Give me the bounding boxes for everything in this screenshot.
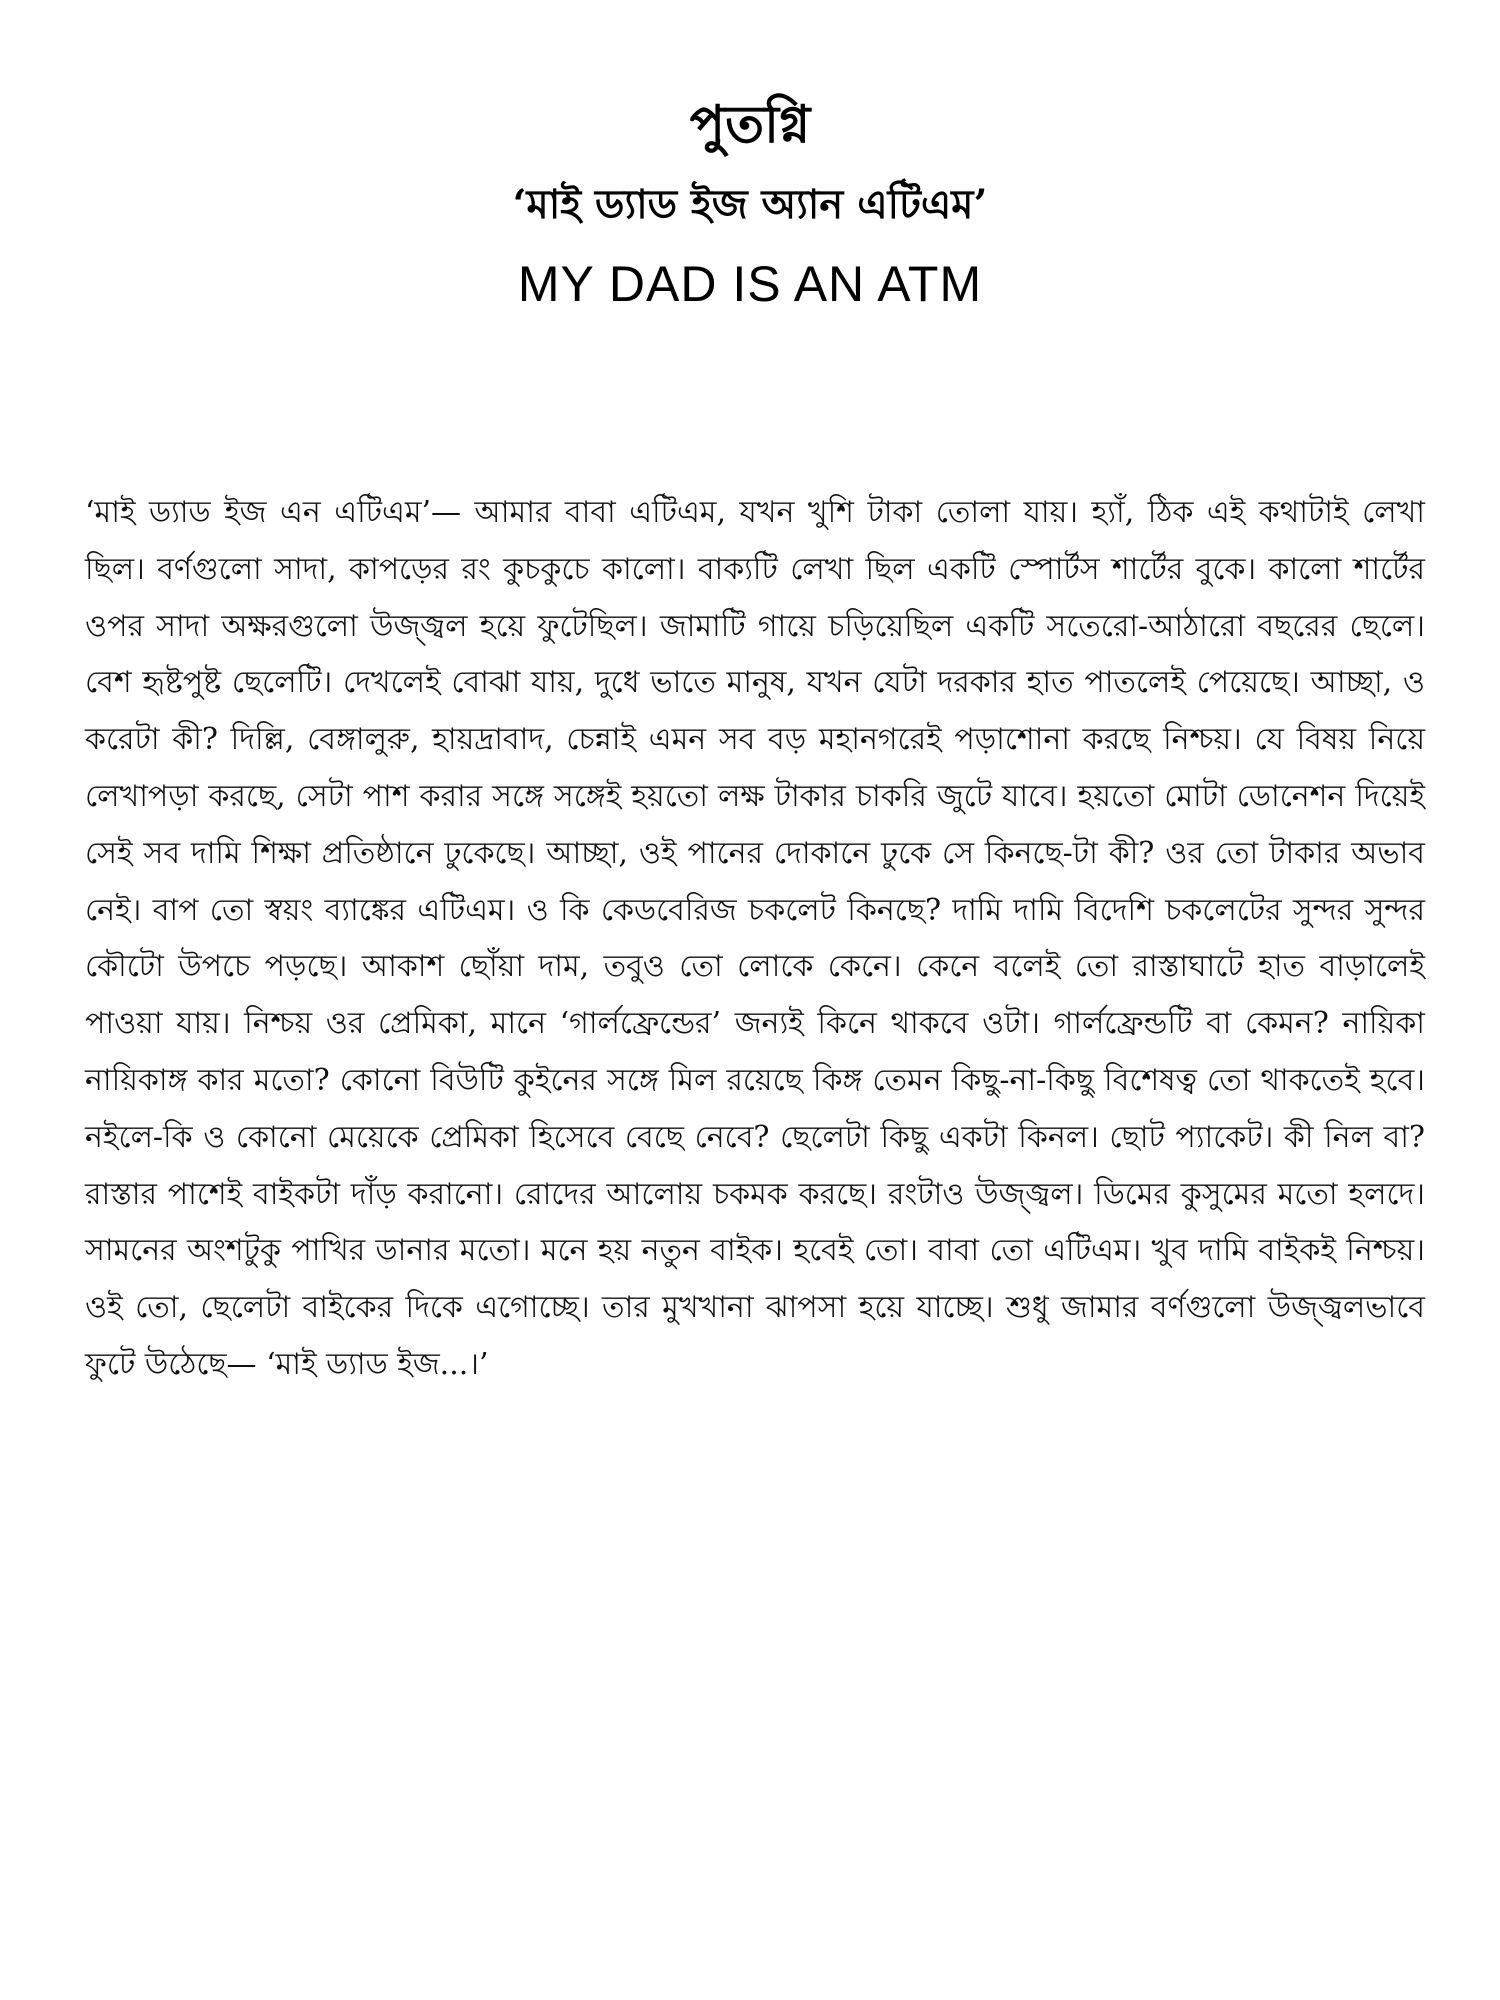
author-name: পুতগ্নি — [689, 94, 811, 155]
story-title-bengali: ‘মাই ড্যাড ইজ অ্যান এটিএম’ — [512, 181, 988, 228]
story-header — [0, 85, 1500, 323]
story-paragraph: ‘মাই ড্যাড ইজ এন এটিএম’— আমার বাবা এটিএম, যখন খুশি টাকা তোলা যায়। হ্যাঁ, ঠিক এই কথাটাই লেখা ছিল। বর্ণগুলো সাদা, কাপড়ের রং কুচকুচে কালো। বাক্যটি লেখা ছিল একটি স্পোর্টস শার্টের বুকে। কালো শার্টের ওপর সাদা অক্ষরগুলো উজ্জ্বল হয়ে ফুটেছিল। জামাটি গায়ে চড়িয়েছিল একটি সতেরো-আঠারো বছরের ছেলে। বেশ হৃষ্টপুষ্ট ছেলেটি। দেখলেই বোঝা যায়, দুধে ভাতে মানুষ, যখন যেটা দরকার হাত পাতলেই পেয়েছে। আচ্ছা, ও করেটা কী? দিল্লি, বেঙ্গালুরু, হায়দ্রাবাদ, চেন্নাই এমন সব বড় মহানগরেই পড়াশোনা করছে নিশ্চয়। যে বিষয় নিয়ে লেখাপড়া করছে, সেটা পাশ করার সঙ্গে সঙ্গেই হয়তো লক্ষ টাকার চাকরি জুটে যাবে। হয়তো মোটা ডোনেশন দিয়েই সেই সব দামি শিক্ষা প্রতিষ্ঠানে ঢুকেছে। আচ্ছা, ওই পানের দোকানে ঢুকে সে কিনছে-টা কী? ওর তো টাকার অভাব নেই। বাপ তো স্বয়ং ব্যাঙ্কের এটিএম। ও কি কেডবেরিজ চকলেট কিনছে? দামি দামি বিদেশি চকলেটের সুন্দর সুন্দর কৌটো উপচে পড়ছে। আকাশ ছোঁয়া দাম, তবুও তো লোকে কেনে। কেনে বলেই তো রাস্তাঘাটে হাত বাড়ালেই পাওয়া যায়। নিশ্চয় ওর প্রেমিকা, মানে ‘গার্লফ্রেন্ডের’ জন্যই কিনে থাকবে ওটা। গার্লফ্রেন্ডটি বা কেমন? নায়িকা নায়িকাঙ্গ কার মতো? কোনো বিউটি কুইনের সঙ্গে মিল রয়েছে কিঙ্গ তেমন কিছু-না-কিছু বিশেষত্ব তো থাকতেই হবে। নইলে-কি ও কোনো মেয়েকে প্রেমিকা হিসেবে বেছে নেবে? ছেলেটা কিছু একটা কিনল। ছোট প্যাকেট। কী নিল বা? রাস্তার পাশেই বাইকটা দাঁড় করানো। রোদের আলোয় চকমক করছে। রংটাও উজ্জ্বল। ডিমের কুসুমের মতো হলদে। সামনের অংশটুকু পাখির ডানার মতো। মনে হয় নতুন বাইক। হবেই তো। বাবা তো এটিএম। খুব দামি বাইকই নিশ্চয়। ওই তো, ছেলেটা বাইকের দিকে এগোচ্ছে। তার মুখখানা ঝাপসা হয়ে যাচ্ছে। শুধু জামার বর্ণগুলো উজ্জ্বলভাবে ফুটে উঠেছে— ‘মাই ড্যাড ইজ...।’ — [85, 495, 1425, 1382]
story-title-english: MY DAD IS AN ATM — [517, 256, 983, 312]
